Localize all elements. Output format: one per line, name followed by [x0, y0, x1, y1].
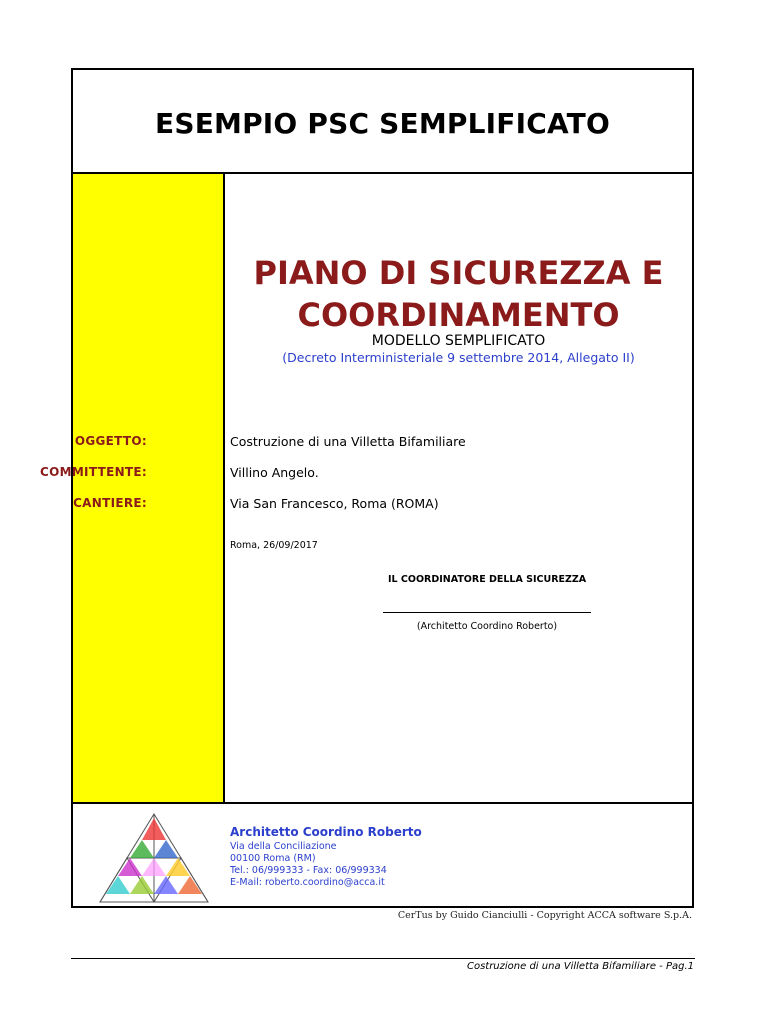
- plan-title-line1: PIANO DI SICUREZZA E: [253, 254, 664, 292]
- oggetto-label: OGGETTO:: [74, 434, 147, 448]
- page-footer-rule: [71, 958, 695, 959]
- triangle-mosaic-logo-icon: [94, 810, 214, 906]
- committente-value: Villino Angelo.: [230, 465, 319, 480]
- author-street: Via della Conciliazione: [230, 841, 337, 852]
- cantiere-value: Via San Francesco, Roma (ROMA): [230, 496, 439, 511]
- decree-reference: (Decreto Interministeriale 9 settembre 2014, Allegato II): [282, 350, 635, 365]
- yellow-sidebar: [73, 174, 225, 802]
- coordinator-name: (Architetto Coordino Roberto): [416, 621, 558, 632]
- committente-label: COMMITTENTE:: [39, 465, 147, 479]
- page-footer: Costruzione di una Villetta Bifamiliare - Pag.1: [466, 961, 694, 972]
- signature-line: [383, 612, 591, 613]
- cover-frame: [71, 68, 694, 908]
- author-email: E-Mail: roberto.coordino@acca.it: [230, 877, 385, 888]
- plan-title: [225, 252, 692, 336]
- title-row: [73, 70, 692, 174]
- main-area: [225, 174, 692, 802]
- coordinator-role: IL COORDINATORE DELLA SICUREZZA: [388, 574, 587, 585]
- document-title: ESEMPIO PSC SEMPLIFICATO: [155, 106, 610, 140]
- author-city: 00100 Roma (RM): [230, 853, 316, 864]
- oggetto-value: Costruzione di una Villetta Bifamiliare: [230, 434, 466, 449]
- author-name: Architetto Coordino Roberto: [230, 825, 422, 839]
- cantiere-label: CANTIERE:: [73, 496, 147, 510]
- author-phone: Tel.: 06/999333 - Fax: 06/999334: [230, 865, 387, 876]
- plan-subtitle: MODELLO SEMPLIFICATO: [371, 333, 546, 349]
- plan-title-line2: COORDINAMENTO: [297, 296, 620, 334]
- signature-date: Roma, 26/09/2017: [230, 540, 318, 551]
- copyright-text: CerTus by Guido Cianciulli - Copyright ACCA software S.p.A.: [397, 910, 692, 921]
